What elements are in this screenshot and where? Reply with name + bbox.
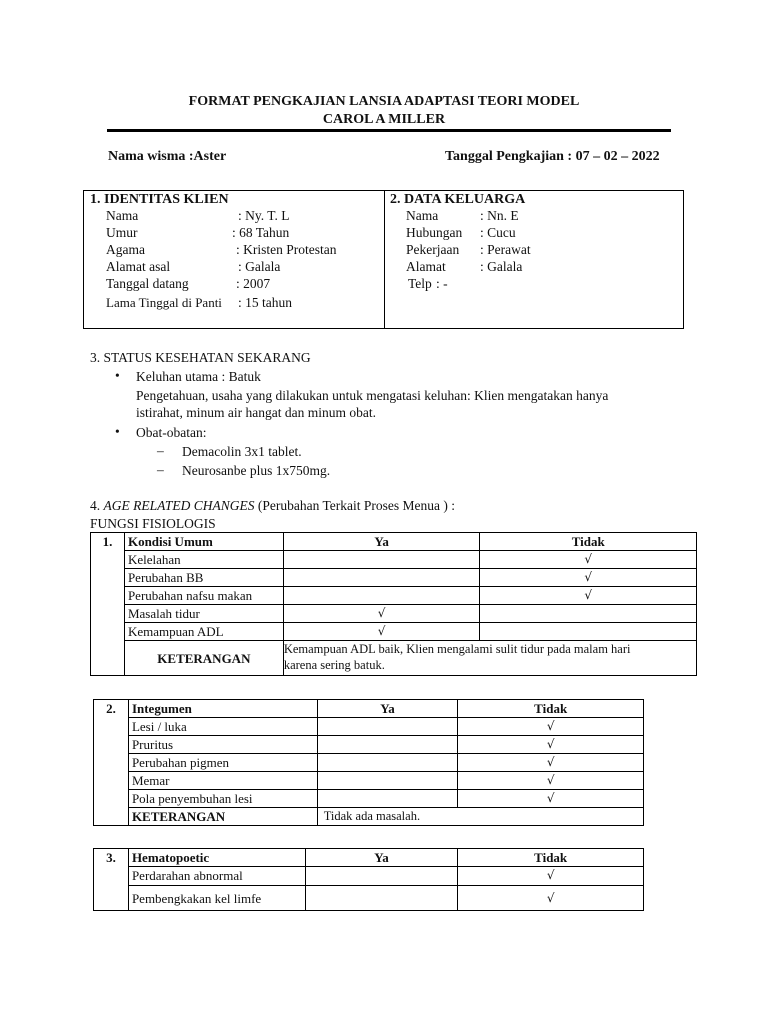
table3-header: Hematopoetic	[128, 849, 305, 867]
section4-italic: AGE RELATED CHANGES	[103, 498, 255, 513]
check-mark: √	[458, 736, 644, 754]
ya-cell	[317, 754, 458, 772]
dash-marker: –	[157, 462, 164, 477]
identitas-box	[83, 190, 684, 329]
check-mark: √	[458, 772, 644, 790]
table-row-label: Kemampuan ADL	[124, 623, 283, 641]
table2-keterangan-value: Tidak ada masalah.	[317, 808, 643, 826]
table-row-label: Pruritus	[128, 736, 317, 754]
identitas-lama-value: : 15 tahun	[238, 295, 292, 310]
ya-cell	[283, 551, 480, 569]
check-mark: √	[458, 886, 644, 911]
section4-prefix: 4.	[90, 498, 104, 513]
keluarga-alamat-value: : Galala	[480, 259, 523, 274]
check-mark: √	[480, 569, 697, 587]
keluarga-hubungan-value: : Cucu	[480, 225, 516, 240]
ya-cell	[305, 867, 458, 886]
pengetahuan-line2: istirahat, minum air hangat dan minum obat.	[136, 405, 376, 420]
document-title-line1: FORMAT PENGKAJIAN LANSIA ADAPTASI TEORI MODEL	[188, 94, 580, 109]
ya-cell	[317, 772, 458, 790]
ya-cell	[283, 569, 480, 587]
section4-suffix: (Perubahan Terkait Proses Menua ) :	[254, 498, 456, 513]
identitas-umur-label: Umur	[106, 225, 138, 240]
table-row-label: Perdarahan abnormal	[128, 867, 305, 886]
obat-item-1: Demacolin 3x1 tablet.	[182, 444, 302, 459]
identitas-umur-value: : 68 Tahun	[232, 225, 290, 240]
data-keluarga-heading: 2. DATA KELUARGA	[390, 192, 526, 207]
title-underline	[107, 129, 671, 132]
keluhan-utama: Keluhan utama : Batuk	[136, 369, 261, 384]
identitas-alamat-value: : Galala	[238, 259, 281, 274]
tidak-cell	[480, 623, 697, 641]
table-integumen	[93, 699, 644, 826]
pengetahuan-line1: Pengetahuan, usaha yang dilakukan untuk mengatasi keluhan: Klien mengatakan hanya	[136, 388, 609, 403]
identitas-divider	[384, 191, 385, 328]
keluarga-alamat-label: Alamat	[406, 259, 446, 274]
check-mark: √	[458, 790, 644, 808]
obat-label: Obat-obatan:	[136, 425, 207, 440]
table2-number: 2.	[94, 700, 129, 826]
tidak-cell	[480, 605, 697, 623]
identitas-nama-value: : Ny. T. L	[238, 208, 290, 223]
check-mark: √	[480, 587, 697, 605]
table2-header: Integumen	[128, 700, 317, 718]
check-mark: √	[283, 605, 480, 623]
table1-tidak-header: Tidak	[480, 533, 697, 551]
table2-tidak-header: Tidak	[458, 700, 644, 718]
check-mark: √	[480, 551, 697, 569]
bullet-dot: •	[115, 368, 120, 383]
check-mark: √	[283, 623, 480, 641]
table-hematopoetic	[93, 848, 644, 911]
nama-wisma: Nama wisma :Aster	[108, 149, 227, 164]
keluarga-hubungan-label: Hubungan	[406, 225, 463, 240]
keterangan-line1: Kemampuan ADL baik, Klien mengalami sulit tidur pada malam hari	[283, 642, 631, 656]
keluarga-nama-value: : Nn. E	[480, 208, 519, 223]
table-row-label: Pola penyembuhan lesi	[128, 790, 317, 808]
ya-cell	[317, 718, 458, 736]
identitas-alamat-label: Alamat asal	[106, 259, 171, 274]
keluarga-telp-label: Telp	[408, 276, 432, 291]
ya-cell	[317, 790, 458, 808]
dash-marker: –	[157, 443, 164, 458]
table3-tidak-header: Tidak	[458, 849, 644, 867]
keluarga-pekerjaan-label: Pekerjaan	[406, 242, 460, 257]
obat-item-2: Neurosanbe plus 1x750mg.	[182, 463, 331, 478]
table-row-label: Masalah tidur	[124, 605, 283, 623]
check-mark: √	[458, 867, 644, 886]
table-row-label: Perubahan pigmen	[128, 754, 317, 772]
identitas-tanggal-label: Tanggal datang	[106, 276, 189, 291]
identitas-nama-label: Nama	[106, 208, 139, 223]
bullet-dot: •	[115, 424, 120, 439]
table2-keterangan-label: KETERANGAN	[128, 808, 317, 826]
table3-ya-header: Ya	[305, 849, 458, 867]
table3-number: 3.	[94, 849, 129, 911]
status-kesehatan-heading: 3. STATUS KESEHATAN SEKARANG	[90, 350, 311, 365]
identitas-tanggal-value: : 2007	[236, 276, 271, 291]
table1-keterangan-label: KETERANGAN	[124, 641, 283, 676]
ya-cell	[305, 886, 458, 911]
keluarga-telp-value: : -	[436, 276, 448, 291]
table1-number: 1.	[91, 533, 125, 676]
ya-cell	[283, 587, 480, 605]
document-title-line2: CAROL A MILLER	[322, 112, 446, 127]
table-row-label: Perubahan BB	[124, 569, 283, 587]
table2-ya-header: Ya	[317, 700, 458, 718]
table-row-label: Perubahan nafsu makan	[124, 587, 283, 605]
table1-ya-header: Ya	[283, 533, 480, 551]
fungsi-fisiologis-heading: FUNGSI FISIOLOGIS	[90, 516, 216, 531]
identitas-lama-label: Lama Tinggal di Panti	[106, 295, 222, 310]
ya-cell	[317, 736, 458, 754]
keluarga-pekerjaan-value: : Perawat	[480, 242, 531, 257]
identitas-agama-label: Agama	[106, 242, 145, 257]
table1-header: Kondisi Umum	[124, 533, 283, 551]
table-kondisi-umum	[90, 532, 697, 676]
table-row-label: Pembengkakan kel limfe	[128, 886, 305, 911]
check-mark: √	[458, 718, 644, 736]
identitas-agama-value: : Kristen Protestan	[236, 242, 337, 257]
age-related-heading	[90, 498, 455, 514]
check-mark: √	[458, 754, 644, 772]
keterangan-line2: karena sering batuk.	[283, 658, 385, 672]
tanggal-pengkajian: Tanggal Pengkajian : 07 – 02 – 2022	[445, 149, 660, 164]
table1-keterangan-value	[283, 641, 696, 676]
table-row-label: Lesi / luka	[128, 718, 317, 736]
table-row-label: Memar	[128, 772, 317, 790]
keluarga-nama-label: Nama	[406, 208, 439, 223]
table-row-label: Kelelahan	[124, 551, 283, 569]
identitas-klien-heading: 1. IDENTITAS KLIEN	[90, 192, 229, 207]
